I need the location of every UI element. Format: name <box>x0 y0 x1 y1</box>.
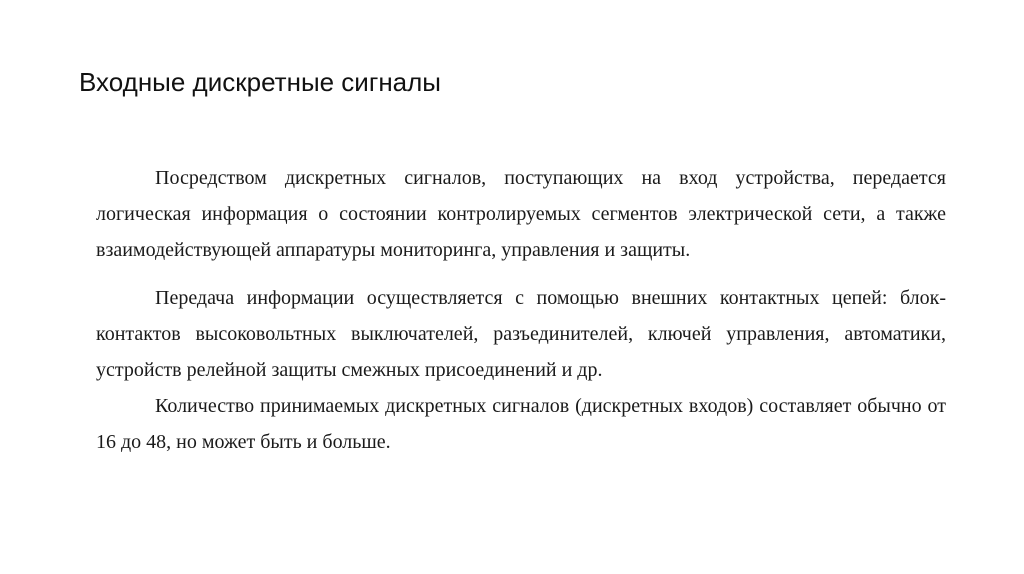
slide-title: Входные дискретные сигналы <box>79 67 441 97</box>
paragraph-signal-count: Количество принимаемых дискретных сигналов (дискретных входов) составляет обычно от 16 до 48, но может быть и больше. <box>96 395 946 453</box>
paragraph-information-transfer: Передача информации осуществляется с помощью внешних контактных цепей: блок-контактов высоковольтных выключателей, разъединителей, ключей управления, автоматики, устройств релейной защиты смежных присоединений и др. <box>96 287 946 381</box>
slide-body <box>96 160 946 460</box>
paragraph-discrete-signals-purpose: Посредством дискретных сигналов, поступающих на вход устройства, передается логическая информация о состоянии контролируемых сегментов электрической сети, а также взаимодействующей аппаратуры мониторинга, управления и защиты. <box>96 167 946 261</box>
